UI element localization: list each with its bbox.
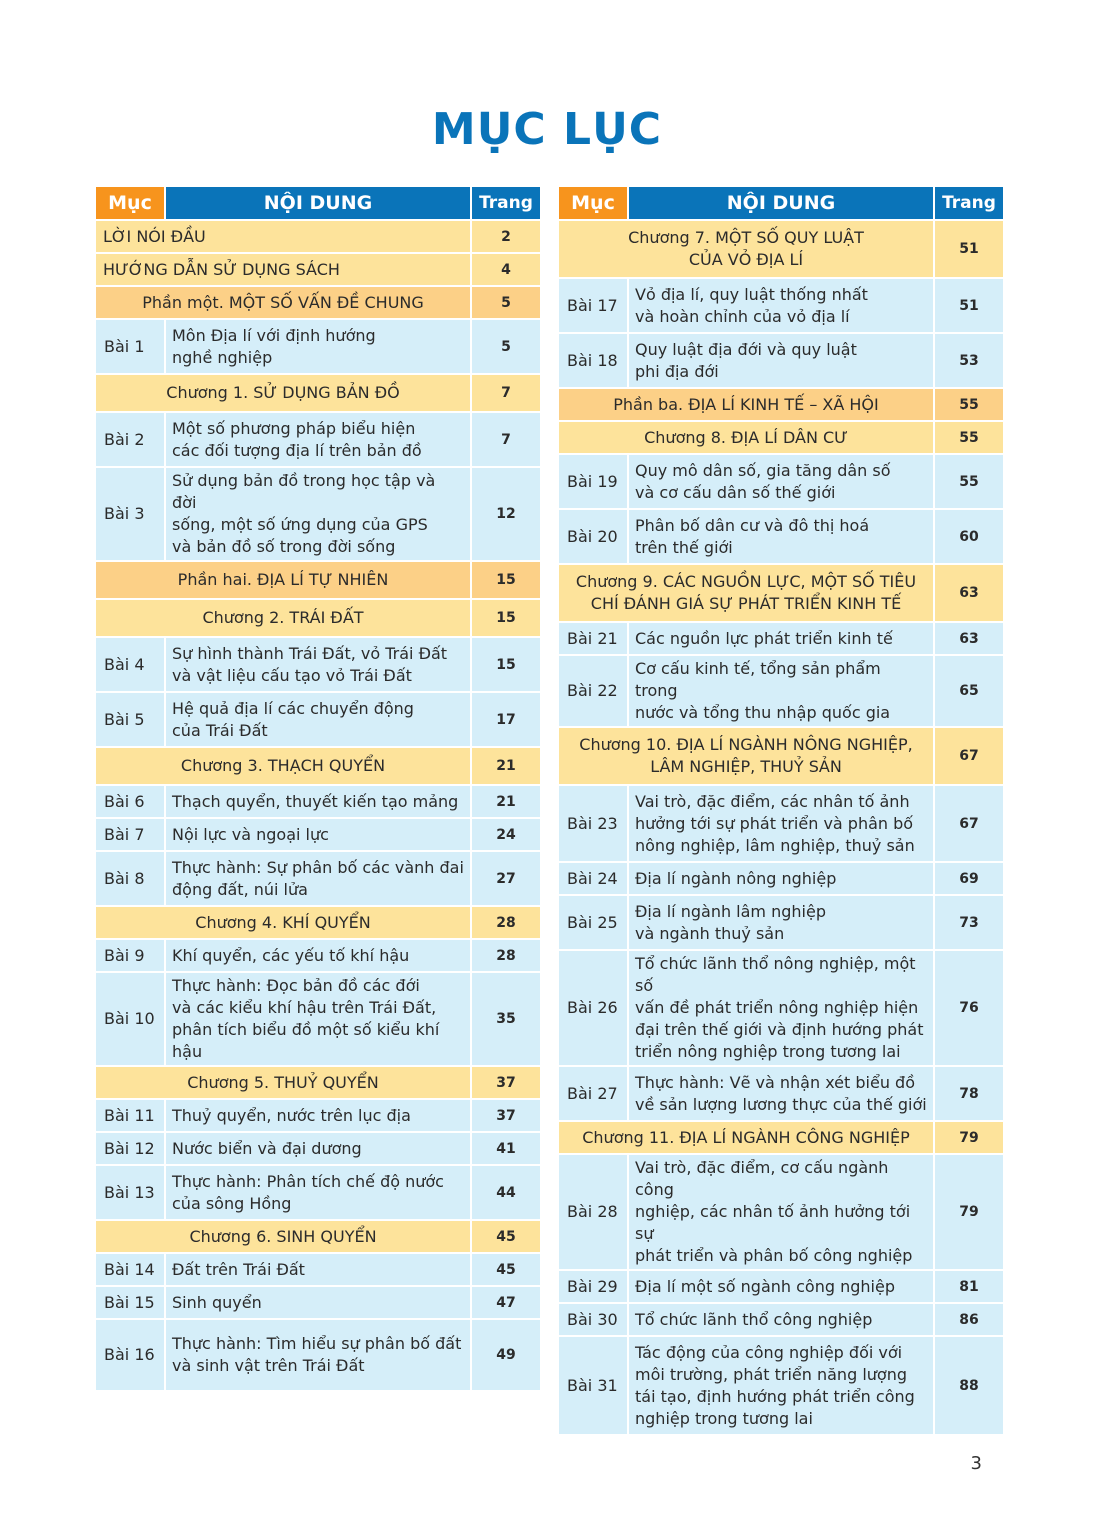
toc-row bbox=[558, 421, 1004, 454]
page-ref: 88 bbox=[934, 1336, 1004, 1435]
toc-row bbox=[95, 692, 541, 747]
lesson-number: Bài 11 bbox=[95, 1099, 165, 1132]
page-ref: 78 bbox=[934, 1066, 1004, 1121]
lesson-number: Bài 23 bbox=[558, 785, 628, 862]
toc-row bbox=[95, 972, 541, 1066]
page-ref: 73 bbox=[934, 895, 1004, 950]
lesson-title: Quy mô dân số, gia tăng dân số và cơ cấu dân số thế giới bbox=[628, 454, 934, 509]
header-trang: Trang bbox=[471, 186, 541, 220]
toc-row bbox=[95, 747, 541, 785]
toc-row bbox=[558, 1121, 1004, 1154]
page-ref: 35 bbox=[471, 972, 541, 1066]
chapter-title: Chương 7. MỘT SỐ QUY LUẬT CỦA VỎ ĐỊA LÍ bbox=[558, 220, 934, 278]
lesson-number: Bài 26 bbox=[558, 950, 628, 1066]
toc-row bbox=[95, 1220, 541, 1253]
page-ref: 37 bbox=[471, 1066, 541, 1099]
page-ref: 65 bbox=[934, 655, 1004, 727]
toc-row bbox=[95, 412, 541, 467]
toc-row bbox=[558, 454, 1004, 509]
page-ref: 67 bbox=[934, 785, 1004, 862]
lesson-title: Quy luật địa đới và quy luật phi địa đới bbox=[628, 333, 934, 388]
lesson-number: Bài 12 bbox=[95, 1132, 165, 1165]
lesson-number: Bài 10 bbox=[95, 972, 165, 1066]
page-ref: 15 bbox=[471, 637, 541, 692]
chapter-title: Chương 11. ĐỊA LÍ NGÀNH CÔNG NGHIỆP bbox=[558, 1121, 934, 1154]
chapter-title: Chương 2. TRÁI ĐẤT bbox=[95, 599, 471, 637]
toc-row bbox=[95, 1253, 541, 1286]
page-ref: 7 bbox=[471, 374, 541, 412]
lesson-title: Thực hành: Sự phân bố các vành đai động đất, núi lửa bbox=[165, 851, 471, 906]
page-ref: 5 bbox=[471, 286, 541, 319]
toc-row bbox=[95, 906, 541, 939]
toc-row bbox=[95, 1165, 541, 1220]
lesson-title: Tổ chức lãnh thổ nông nghiệp, một số vấn đề phát triển nông nghiệp hiện đại trên thế giới và định hướng phát triển nông nghiệp trong tương lai bbox=[628, 950, 934, 1066]
toc-row bbox=[95, 818, 541, 851]
page-ref: 5 bbox=[471, 319, 541, 374]
part-title: Phần ba. ĐỊA LÍ KINH TẾ – XÃ HỘI bbox=[558, 388, 934, 421]
header-noi-dung: NỘI DUNG bbox=[165, 186, 471, 220]
page-ref: 55 bbox=[934, 454, 1004, 509]
lesson-number: Bài 1 bbox=[95, 319, 165, 374]
lesson-title: Tổ chức lãnh thổ công nghiệp bbox=[628, 1303, 934, 1336]
lesson-number: Bài 8 bbox=[95, 851, 165, 906]
toc-row bbox=[558, 1066, 1004, 1121]
part-title: Phần một. MỘT SỐ VẤN ĐỀ CHUNG bbox=[95, 286, 471, 319]
page-ref: 53 bbox=[934, 333, 1004, 388]
lesson-title: Thực hành: Đọc bản đồ các đới và các kiểu khí hậu trên Trái Đất, phân tích biểu đồ một số kiểu khí hậu bbox=[165, 972, 471, 1066]
lesson-title: Vai trò, đặc điểm, cơ cấu ngành công nghiệp, các nhân tố ảnh hưởng tới sự phát triển và phân bố công nghiệp bbox=[628, 1154, 934, 1270]
page-number: 3 bbox=[970, 1453, 982, 1474]
page-ref: 60 bbox=[934, 509, 1004, 564]
page-ref: 45 bbox=[471, 1220, 541, 1253]
toc-row bbox=[95, 1099, 541, 1132]
lesson-title: Hệ quả địa lí các chuyển động của Trái Đất bbox=[165, 692, 471, 747]
lesson-number: Bài 17 bbox=[558, 278, 628, 333]
page-ref: 51 bbox=[934, 278, 1004, 333]
lesson-title: Vỏ địa lí, quy luật thống nhất và hoàn chỉnh của vỏ địa lí bbox=[628, 278, 934, 333]
lesson-number: Bài 4 bbox=[95, 637, 165, 692]
chapter-title: Chương 4. KHÍ QUYỂN bbox=[95, 906, 471, 939]
toc-row bbox=[558, 785, 1004, 862]
toc-row bbox=[95, 220, 541, 253]
toc-row bbox=[558, 1154, 1004, 1270]
page-ref: 49 bbox=[471, 1319, 541, 1391]
toc-row bbox=[558, 333, 1004, 388]
toc-row bbox=[95, 253, 541, 286]
lesson-number: Bài 27 bbox=[558, 1066, 628, 1121]
lesson-title: Các nguồn lực phát triển kinh tế bbox=[628, 622, 934, 655]
toc-row bbox=[558, 622, 1004, 655]
chapter-title: Chương 9. CÁC NGUỒN LỰC, MỘT SỐ TIÊU CHÍ ĐÁNH GIÁ SỰ PHÁT TRIỂN KINH TẾ bbox=[558, 564, 934, 622]
page-ref: 12 bbox=[471, 467, 541, 561]
lesson-number: Bài 19 bbox=[558, 454, 628, 509]
page-ref: 81 bbox=[934, 1270, 1004, 1303]
page-ref: 41 bbox=[471, 1132, 541, 1165]
part-title: Phần hai. ĐỊA LÍ TỰ NHIÊN bbox=[95, 561, 471, 599]
toc-row bbox=[558, 1270, 1004, 1303]
header-muc: Mục bbox=[95, 186, 165, 220]
lesson-number: Bài 29 bbox=[558, 1270, 628, 1303]
lesson-title: Cơ cấu kinh tế, tổng sản phẩm trong nước và tổng thu nhập quốc gia bbox=[628, 655, 934, 727]
page-ref: 27 bbox=[471, 851, 541, 906]
toc-row bbox=[95, 1132, 541, 1165]
page-ref: 44 bbox=[471, 1165, 541, 1220]
page-ref: 51 bbox=[934, 220, 1004, 278]
lesson-title: Thạch quyển, thuyết kiến tạo mảng bbox=[165, 785, 471, 818]
page-ref: 86 bbox=[934, 1303, 1004, 1336]
lesson-title: Môn Địa lí với định hướng nghề nghiệp bbox=[165, 319, 471, 374]
page-ref: 24 bbox=[471, 818, 541, 851]
page-ref: 45 bbox=[471, 1253, 541, 1286]
lesson-title: Địa lí một số ngành công nghiệp bbox=[628, 1270, 934, 1303]
lesson-title: Một số phương pháp biểu hiện các đối tượng địa lí trên bản đồ bbox=[165, 412, 471, 467]
toc-table-left bbox=[94, 185, 542, 1392]
page-ref: 21 bbox=[471, 785, 541, 818]
toc-row bbox=[95, 1286, 541, 1319]
page-ref: 76 bbox=[934, 950, 1004, 1066]
page-ref: 63 bbox=[934, 564, 1004, 622]
header-trang: Trang bbox=[934, 186, 1004, 220]
section-title: HƯỚNG DẪN SỬ DỤNG SÁCH bbox=[95, 253, 471, 286]
page-ref: 79 bbox=[934, 1154, 1004, 1270]
lesson-title: Thực hành: Tìm hiểu sự phân bố đất và sinh vật trên Trái Đất bbox=[165, 1319, 471, 1391]
lesson-title: Đất trên Trái Đất bbox=[165, 1253, 471, 1286]
lesson-title: Nội lực và ngoại lực bbox=[165, 818, 471, 851]
lesson-title: Vai trò, đặc điểm, các nhân tố ảnh hưởng tới sự phát triển và phân bố nông nghiệp, lâm nghiệp, thuỷ sản bbox=[628, 785, 934, 862]
lesson-title: Thuỷ quyển, nước trên lục địa bbox=[165, 1099, 471, 1132]
page-title: MỤC LỤC bbox=[431, 104, 663, 155]
page-ref: 47 bbox=[471, 1286, 541, 1319]
page-ref: 21 bbox=[471, 747, 541, 785]
lesson-number: Bài 14 bbox=[95, 1253, 165, 1286]
page-ref: 55 bbox=[934, 421, 1004, 454]
page-ref: 37 bbox=[471, 1099, 541, 1132]
lesson-number: Bài 5 bbox=[95, 692, 165, 747]
page-ref: 63 bbox=[934, 622, 1004, 655]
chapter-title: Chương 6. SINH QUYỂN bbox=[95, 1220, 471, 1253]
toc-row bbox=[95, 319, 541, 374]
lesson-title: Thực hành: Vẽ và nhận xét biểu đồ về sản lượng lương thực của thế giới bbox=[628, 1066, 934, 1121]
page-ref: 17 bbox=[471, 692, 541, 747]
toc-row bbox=[558, 727, 1004, 785]
toc-row bbox=[558, 1303, 1004, 1336]
toc-row bbox=[95, 1066, 541, 1099]
toc-row bbox=[558, 509, 1004, 564]
lesson-number: Bài 9 bbox=[95, 939, 165, 972]
lesson-title: Thực hành: Phân tích chế độ nước của sông Hồng bbox=[165, 1165, 471, 1220]
lesson-number: Bài 21 bbox=[558, 622, 628, 655]
page-ref: 79 bbox=[934, 1121, 1004, 1154]
toc-row bbox=[558, 655, 1004, 727]
lesson-number: Bài 20 bbox=[558, 509, 628, 564]
toc-row bbox=[95, 785, 541, 818]
page-ref: 55 bbox=[934, 388, 1004, 421]
toc-row bbox=[558, 1336, 1004, 1435]
page-ref: 28 bbox=[471, 906, 541, 939]
lesson-title: Sử dụng bản đồ trong học tập và đời sống, một số ứng dụng của GPS và bản đồ số trong đời sống bbox=[165, 467, 471, 561]
lesson-title: Địa lí ngành lâm nghiệp và ngành thuỷ sản bbox=[628, 895, 934, 950]
toc-row bbox=[95, 467, 541, 561]
lesson-number: Bài 2 bbox=[95, 412, 165, 467]
lesson-number: Bài 30 bbox=[558, 1303, 628, 1336]
lesson-number: Bài 7 bbox=[95, 818, 165, 851]
page-ref: 67 bbox=[934, 727, 1004, 785]
lesson-number: Bài 16 bbox=[95, 1319, 165, 1391]
page-ref: 28 bbox=[471, 939, 541, 972]
toc-row bbox=[558, 220, 1004, 278]
toc-row bbox=[558, 388, 1004, 421]
lesson-title: Nước biển và đại dương bbox=[165, 1132, 471, 1165]
lesson-number: Bài 3 bbox=[95, 467, 165, 561]
chapter-title: Chương 8. ĐỊA LÍ DÂN CƯ bbox=[558, 421, 934, 454]
lesson-number: Bài 24 bbox=[558, 862, 628, 895]
header-muc: Mục bbox=[558, 186, 628, 220]
toc-row bbox=[558, 278, 1004, 333]
page-ref: 4 bbox=[471, 253, 541, 286]
header-noi-dung: NỘI DUNG bbox=[628, 186, 934, 220]
toc-row bbox=[95, 374, 541, 412]
chapter-title: Chương 5. THUỶ QUYỂN bbox=[95, 1066, 471, 1099]
toc-row bbox=[558, 564, 1004, 622]
toc-row bbox=[95, 286, 541, 319]
lesson-title: Địa lí ngành nông nghiệp bbox=[628, 862, 934, 895]
page-ref: 69 bbox=[934, 862, 1004, 895]
chapter-title: Chương 1. SỬ DỤNG BẢN ĐỒ bbox=[95, 374, 471, 412]
lesson-title: Tác động của công nghiệp đối với môi trường, phát triển năng lượng tái tạo, định hướng phát triển công nghiệp trong tương lai bbox=[628, 1336, 934, 1435]
toc-row bbox=[95, 637, 541, 692]
page-ref: 2 bbox=[471, 220, 541, 253]
header-row bbox=[558, 186, 1004, 220]
toc-row bbox=[95, 851, 541, 906]
header-row bbox=[95, 186, 541, 220]
page-ref: 15 bbox=[471, 561, 541, 599]
lesson-number: Bài 22 bbox=[558, 655, 628, 727]
toc-row bbox=[95, 599, 541, 637]
toc-row bbox=[95, 1319, 541, 1391]
toc-row bbox=[95, 561, 541, 599]
lesson-number: Bài 25 bbox=[558, 895, 628, 950]
page-ref: 15 bbox=[471, 599, 541, 637]
page-ref: 7 bbox=[471, 412, 541, 467]
lesson-number: Bài 6 bbox=[95, 785, 165, 818]
toc-row bbox=[558, 895, 1004, 950]
lesson-number: Bài 28 bbox=[558, 1154, 628, 1270]
lesson-title: Sự hình thành Trái Đất, vỏ Trái Đất và vật liệu cấu tạo vỏ Trái Đất bbox=[165, 637, 471, 692]
toc-row bbox=[558, 950, 1004, 1066]
lesson-title: Sinh quyển bbox=[165, 1286, 471, 1319]
section-title: LỜI NÓI ĐẦU bbox=[95, 220, 471, 253]
chapter-title: Chương 10. ĐỊA LÍ NGÀNH NÔNG NGHIỆP, LÂM NGHIỆP, THUỶ SẢN bbox=[558, 727, 934, 785]
toc-table-right bbox=[557, 185, 1005, 1436]
lesson-number: Bài 31 bbox=[558, 1336, 628, 1435]
toc-row bbox=[558, 862, 1004, 895]
lesson-title: Phân bố dân cư và đô thị hoá trên thế giới bbox=[628, 509, 934, 564]
lesson-number: Bài 13 bbox=[95, 1165, 165, 1220]
chapter-title: Chương 3. THẠCH QUYỂN bbox=[95, 747, 471, 785]
lesson-title: Khí quyển, các yếu tố khí hậu bbox=[165, 939, 471, 972]
toc-row bbox=[95, 939, 541, 972]
lesson-number: Bài 18 bbox=[558, 333, 628, 388]
lesson-number: Bài 15 bbox=[95, 1286, 165, 1319]
